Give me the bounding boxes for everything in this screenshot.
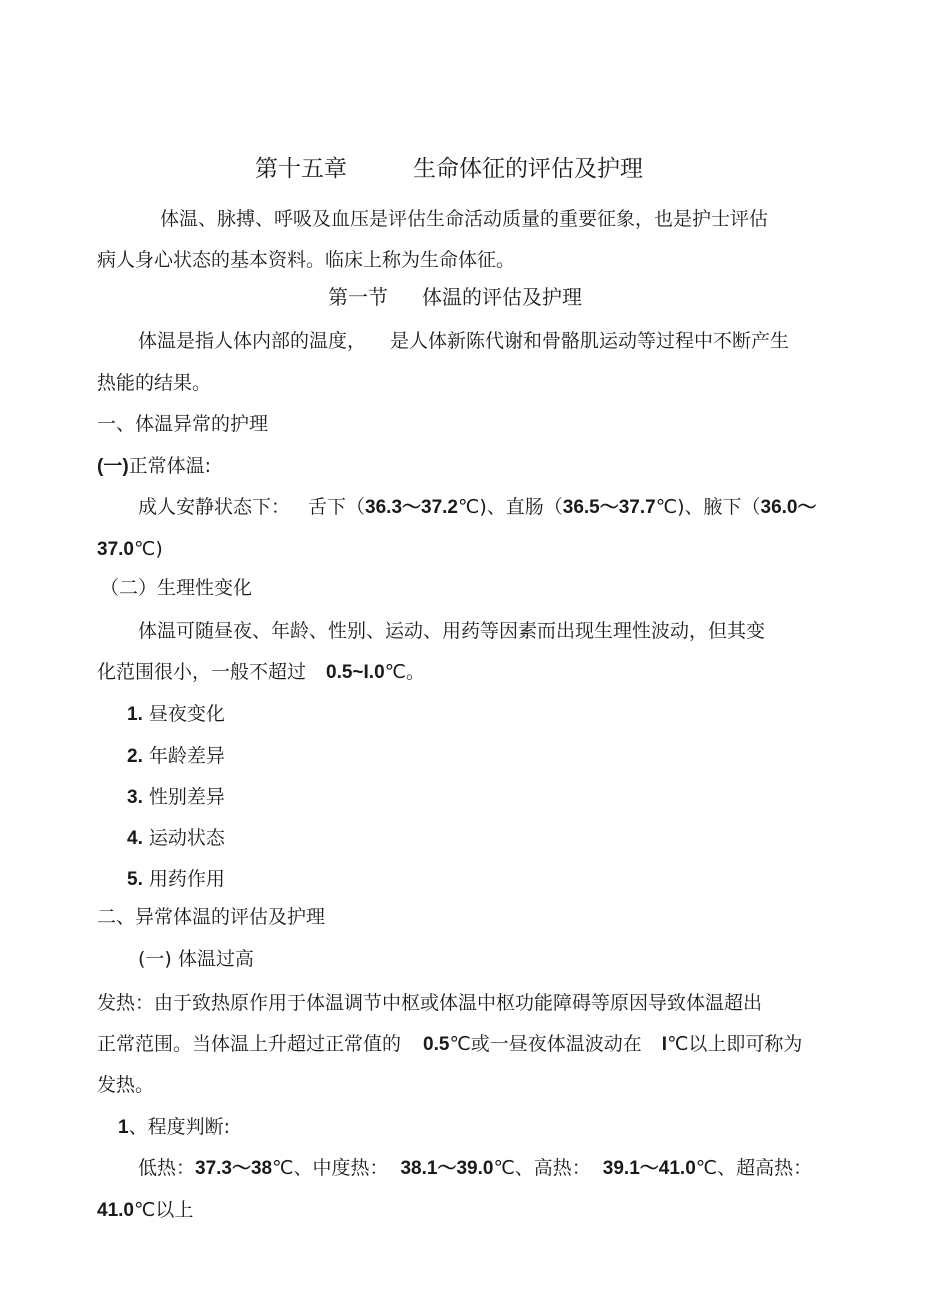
heading-abnormal-care: 一、体温异常的护理 <box>97 413 269 435</box>
normal-values-line-2 <box>97 537 163 562</box>
item-text: 昼夜变化 <box>148 703 225 725</box>
heading-physiological-variation: （二）生理性变化 <box>100 577 253 599</box>
heading-marker: (一) <box>97 456 129 477</box>
sublingual-label: 舌下（ <box>308 496 366 518</box>
physio-line-2 <box>97 660 425 685</box>
fever-line-2 <box>97 1032 802 1057</box>
intro-line-2: 病人身心状态的基本资料。临床上称为生命体征。 <box>97 249 516 271</box>
chapter-name: 生命体征的评估及护理 <box>413 156 643 182</box>
degree-number: 1 <box>118 1117 129 1138</box>
section-name: 体温的评估及护理 <box>422 285 582 309</box>
list-item <box>127 702 225 727</box>
chapter-title <box>255 157 643 181</box>
axillary-label: ℃)、腋下（ <box>655 496 761 518</box>
item-number: 3. <box>127 787 143 808</box>
heading-abnormal-assessment: 二、异常体温的评估及护理 <box>97 906 326 928</box>
definition-line-1 <box>138 329 789 353</box>
heading-normal-temperature <box>97 454 211 479</box>
ultra-fever-label: ℃、超高热： <box>695 1157 813 1179</box>
axillary-unit: ℃) <box>133 538 163 560</box>
heading-marker: (一) <box>138 948 172 970</box>
definition-part-b: 是人体新陈代谢和骨骼肌运动等过程中不断产生 <box>390 330 790 352</box>
heading-text: 体温过高 <box>177 948 254 970</box>
item-number: 2. <box>127 746 143 767</box>
normal-values-line-1 <box>138 495 816 520</box>
low-fever-range: 37.3～38 <box>195 1158 273 1179</box>
fever-text-a: 正常范围。当体温上升超过正常值的 <box>97 1033 402 1055</box>
axillary-range-end: 37.0 <box>97 539 134 560</box>
ultra-fever-value: 41.0 <box>97 1200 134 1221</box>
definition-part-a: 体温是指人体内部的温度， <box>138 330 367 352</box>
physio-range-unit: ℃。 <box>384 661 425 683</box>
physio-range-label: 化范围很小，一般不超过 <box>97 661 307 683</box>
sublingual-range: 36.3～37.2 <box>365 497 458 518</box>
section-title <box>328 285 582 309</box>
heading-text: 正常体温: <box>128 455 212 477</box>
high-fever-label: ℃、高热： <box>493 1157 591 1179</box>
fever-line-1: 发热：由于致热原作用于体温调节中枢或体温中枢功能障碍等原因导致体温超出 <box>97 992 763 1014</box>
degree-line-1 <box>138 1156 812 1181</box>
fever-line-3: 发热。 <box>97 1074 155 1096</box>
fever-text-c: ℃以上即可称为 <box>667 1033 803 1055</box>
item-number: 1. <box>127 704 143 725</box>
fever-fluctuation: I <box>661 1034 668 1055</box>
section-number: 第一节 <box>328 285 388 309</box>
axillary-range-start: 36.0～ <box>760 497 817 518</box>
fever-threshold: 0.5 <box>423 1034 450 1055</box>
heading-hyperthermia <box>138 947 254 971</box>
definition-line-2: 热能的结果。 <box>97 372 212 394</box>
item-number: 5. <box>127 869 143 890</box>
normal-intro: 成人安静状态下： <box>138 496 291 518</box>
list-item <box>127 744 225 769</box>
intro-line-1: 体温、脉搏、呼吸及血压是评估生命活动质量的重要征象，也是护士评估 <box>160 208 769 230</box>
item-text: 年龄差异 <box>148 745 225 767</box>
chapter-number: 第十五章 <box>255 156 347 182</box>
mid-fever-label: ℃、中度热： <box>272 1157 389 1179</box>
physio-line-1: 体温可随昼夜、年龄、性别、运动、用药等因素而出现生理性波动，但其变 <box>138 620 766 642</box>
physio-range-value: 0.5~I.0 <box>326 662 385 683</box>
fever-text-b: ℃或一昼夜体温波动在 <box>449 1033 642 1055</box>
heading-degree <box>118 1115 230 1140</box>
list-item <box>127 826 225 851</box>
item-number: 4. <box>127 828 143 849</box>
ultra-fever-unit: ℃以上 <box>133 1199 194 1221</box>
high-fever-range: 39.1～41.0 <box>602 1158 696 1179</box>
item-text: 性别差异 <box>148 786 225 808</box>
item-text: 运动状态 <box>148 827 225 849</box>
degree-line-2 <box>97 1198 193 1223</box>
low-fever-label: 低热： <box>138 1157 196 1179</box>
item-text: 用药作用 <box>148 868 225 890</box>
mid-fever-range: 38.1～39.0 <box>400 1158 494 1179</box>
list-item <box>127 785 225 810</box>
rectal-label: ℃)、直肠（ <box>458 496 563 518</box>
rectal-range: 36.5～37.7 <box>562 497 656 518</box>
list-item <box>127 867 225 892</box>
degree-text: 、程度判断: <box>128 1116 230 1138</box>
